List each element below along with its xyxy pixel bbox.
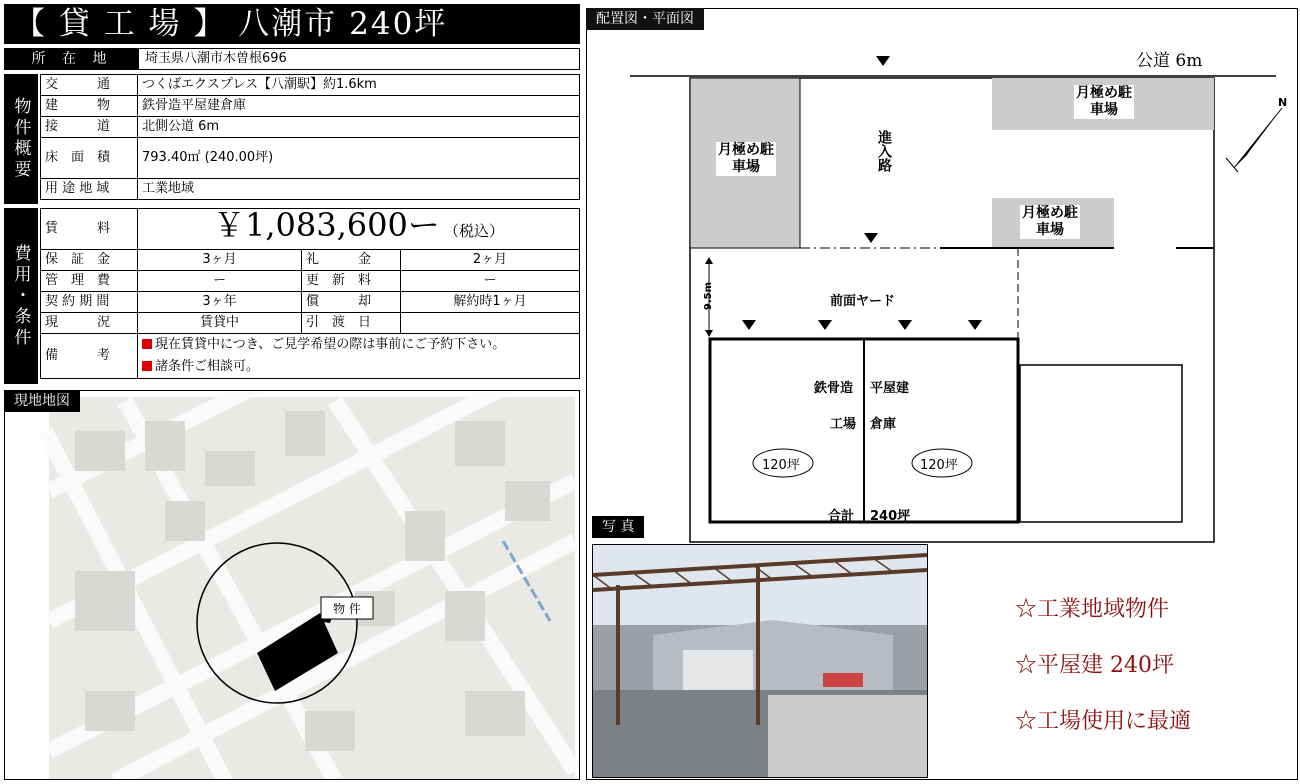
cost-label-3: 現 況 — [41, 313, 138, 334]
highlight-0: ☆工業地域物件 — [1015, 597, 1170, 622]
ov-label-1: 建 物 — [41, 96, 138, 117]
location-label: 所 在 地 — [5, 49, 139, 69]
cost-label2-1: 更 新 料 — [302, 271, 401, 292]
parking-label-left: 月極め駐車場 — [718, 142, 774, 175]
cost-label-1: 管 理 費 — [41, 271, 138, 292]
overview-table — [40, 74, 580, 200]
site-map — [5, 391, 580, 780]
cost-value2-1: ー — [401, 271, 580, 292]
note-1: 諸条件ご相談可。 — [155, 359, 260, 374]
left-struct-label: 鉄骨造 — [814, 381, 854, 396]
ov-label-4: 用 途 地 域 — [41, 179, 138, 200]
area-right: 120坪 — [920, 458, 958, 473]
cost-label2-3: 引 渡 日 — [302, 313, 401, 334]
parking-label-top: 月極め駐車場 — [1076, 85, 1132, 118]
ov-value-2: 北側公道 6m — [138, 117, 580, 138]
ov-value-4: 工業地域 — [138, 179, 580, 200]
rent-tax: （税込） — [444, 222, 505, 240]
cost-value2-3 — [401, 313, 580, 334]
rent-label: 賃 料 — [41, 209, 138, 250]
total-value: 240坪 — [870, 509, 911, 524]
cost-value2-2: 解約時1ヶ月 — [401, 292, 580, 313]
cost-value-1: ー — [138, 271, 302, 292]
photo-image — [593, 545, 927, 777]
ov-value-3: 793.40㎡ (240.00坪) — [138, 138, 580, 179]
ov-value-1: 鉄骨造平屋建倉庫 — [138, 96, 580, 117]
cost-label2-2: 償 却 — [302, 292, 401, 313]
cost-value-3: 賃貸中 — [138, 313, 302, 334]
parking-label-mid: 月極め駐車場 — [1022, 205, 1078, 238]
right-struct-label: 平屋建 — [870, 381, 910, 396]
area-left: 120坪 — [762, 458, 800, 473]
red-square-icon — [142, 361, 152, 371]
setback-label: 9.5m — [703, 282, 714, 311]
red-square-icon — [142, 339, 152, 349]
road-label: 公道 6m — [1136, 51, 1203, 71]
note-0: 現在賃貸中につき、ご見学希望の際は事前にご予約下さい。 — [155, 337, 506, 352]
map-callout: 物 件 — [333, 602, 361, 616]
plan-tag: 配置図・平面図 — [586, 8, 704, 30]
costs-section-label: 費用・条件 — [4, 208, 38, 384]
highlight-1: ☆平屋建 240坪 — [1015, 653, 1174, 678]
north-label: N — [1278, 96, 1288, 109]
ov-label-3: 床 面 積 — [41, 138, 138, 179]
cost-label2-0: 礼 金 — [302, 250, 401, 271]
cost-label-0: 保 証 金 — [41, 250, 138, 271]
highlight-2: ☆工場使用に最適 — [1015, 709, 1192, 734]
location-value: 埼玉県八潮市木曽根696 — [145, 51, 287, 66]
north-arrow-icon — [1224, 106, 1274, 166]
entry-label: 進入路 — [876, 130, 892, 172]
cost-value-2: 3ヶ年 — [138, 292, 302, 313]
location-row — [4, 48, 580, 70]
notes-label: 備 考 — [41, 334, 138, 379]
photo-tag: 写 真 — [592, 516, 644, 538]
cost-value-0: 3ヶ月 — [138, 250, 302, 271]
rent-value: ￥1,083,600ー — [212, 206, 440, 244]
ov-label-2: 接 道 — [41, 117, 138, 138]
overview-section-label: 物件概要 — [4, 74, 38, 204]
total-label: 合計 — [828, 509, 855, 524]
map-tag: 現地地図 — [4, 390, 80, 412]
left-use-label: 工場 — [830, 417, 857, 432]
page-title: 【 貸 工 場 】 八潮市 240坪 — [4, 4, 580, 44]
right-use-label: 倉庫 — [870, 417, 897, 432]
ov-value-0: つくばエクスプレス【八潮駅】約1.6km — [138, 75, 580, 96]
cost-label-2: 契 約 期 間 — [41, 292, 138, 313]
costs-table — [40, 208, 580, 379]
site-photo — [592, 544, 928, 778]
cost-value2-0: 2ヶ月 — [401, 250, 580, 271]
map-panel — [4, 390, 580, 780]
front-yard-label: 前面ヤード — [830, 294, 896, 309]
ov-label-0: 交 通 — [41, 75, 138, 96]
